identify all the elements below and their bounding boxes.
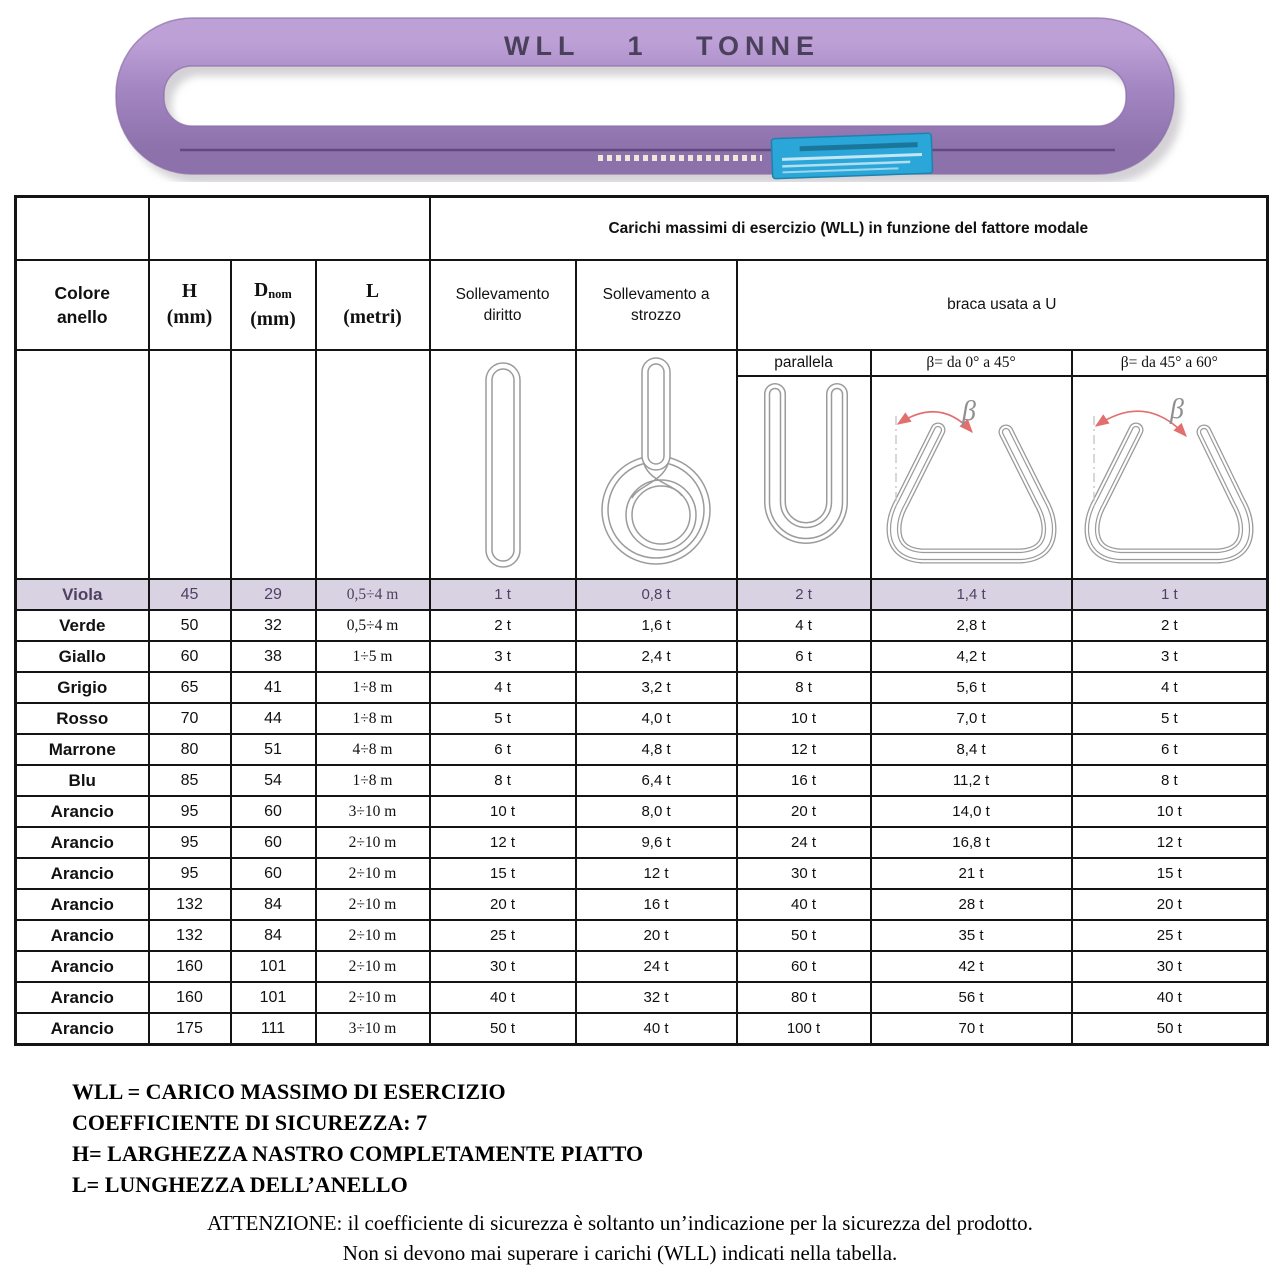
table-cell: 2÷10 m <box>316 827 430 858</box>
col-header-colore-anello: Colore anello <box>16 260 149 350</box>
table-cell: Giallo <box>16 641 149 672</box>
table-row <box>16 672 1268 703</box>
table-row <box>16 982 1268 1013</box>
table-cell: 6 t <box>430 734 576 765</box>
empty-cell <box>16 197 149 261</box>
table-row <box>16 951 1268 982</box>
col-header-sollevamento-diritto: Sollevamento diritto <box>430 260 576 350</box>
table-cell: 56 t <box>871 982 1072 1013</box>
straight-lift-sling-icon <box>430 350 576 579</box>
attention-line: Non si devono mai superare i carichi (WLL) indicati nella tabella. <box>342 1241 898 1265</box>
legend-line: H= LARGHEZZA NASTRO COMPLETAMENTE PIATTO <box>72 1141 644 1166</box>
table-cell: 1÷5 m <box>316 641 430 672</box>
empty-cell <box>316 350 430 579</box>
table-cell: 15 t <box>430 858 576 889</box>
table-cell: 40 t <box>1072 982 1268 1013</box>
table-cell: 12 t <box>576 858 737 889</box>
table-cell: 24 t <box>737 827 871 858</box>
table-cell: 8,0 t <box>576 796 737 827</box>
table-cell: Arancio <box>16 889 149 920</box>
table-cell: Arancio <box>16 982 149 1013</box>
table-cell: Arancio <box>16 1013 149 1045</box>
table-cell: 32 t <box>576 982 737 1013</box>
table-cell: 12 t <box>737 734 871 765</box>
table-cell: 10 t <box>430 796 576 827</box>
table-cell: 25 t <box>430 920 576 951</box>
table-row <box>16 1013 1268 1045</box>
table-cell: 160 <box>149 982 231 1013</box>
table-cell: Rosso <box>16 703 149 734</box>
table-cell: 50 t <box>1072 1013 1268 1045</box>
table-cell: 44 <box>231 703 316 734</box>
table-cell: 30 t <box>430 951 576 982</box>
table-cell: 20 t <box>576 920 737 951</box>
sling-label <box>771 133 932 179</box>
table-cell: 40 t <box>430 982 576 1013</box>
table-cell: 50 <box>149 610 231 641</box>
table-row <box>16 734 1268 765</box>
table-row <box>16 703 1268 734</box>
legend-line: COEFFICIENTE DI SICUREZZA: 7 <box>72 1110 428 1135</box>
table-cell: 101 <box>231 951 316 982</box>
table-cell: 3 t <box>1072 641 1268 672</box>
table-row <box>16 641 1268 672</box>
table-cell: 2÷10 m <box>316 920 430 951</box>
table-cell: 60 <box>231 858 316 889</box>
table-cell: 20 t <box>430 889 576 920</box>
table-cell: 6,4 t <box>576 765 737 796</box>
table-cell: 101 <box>231 982 316 1013</box>
table-cell: 24 t <box>576 951 737 982</box>
sling-wll-marking: WLL 1 TONNE <box>503 31 821 61</box>
table-cell: 45 <box>149 579 231 610</box>
col-header-sollevamento-strozzo: Sollevamento a strozzo <box>576 260 737 350</box>
u-angle-0-45-sling-icon <box>871 376 1072 579</box>
table-cell: 2÷10 m <box>316 858 430 889</box>
table-cell: 8 t <box>1072 765 1268 796</box>
table-cell: 6 t <box>1072 734 1268 765</box>
table-cell: 12 t <box>430 827 576 858</box>
table-cell: Verde <box>16 610 149 641</box>
table-cell: 16 t <box>576 889 737 920</box>
table-cell: 10 t <box>737 703 871 734</box>
table-cell: 42 t <box>871 951 1072 982</box>
table-cell: 100 t <box>737 1013 871 1045</box>
table-cell: Arancio <box>16 920 149 951</box>
table-cell: 1,6 t <box>576 610 737 641</box>
u-parallel-sling-icon <box>737 376 871 579</box>
beta-angle-label: β <box>1170 394 1185 425</box>
table-cell: 132 <box>149 920 231 951</box>
table-cell: 0,5÷4 m <box>316 579 430 610</box>
table-spanning-header: Carichi massimi di esercizio (WLL) in funzione del fattore modale <box>430 197 1268 261</box>
table-cell: Arancio <box>16 827 149 858</box>
table-cell: 38 <box>231 641 316 672</box>
subheader-beta-45-60: β= da 45° a 60° <box>1072 350 1268 376</box>
round-sling-image <box>0 0 1280 195</box>
table-cell: 4,2 t <box>871 641 1072 672</box>
table-cell: 30 t <box>1072 951 1268 982</box>
table-cell: 2 t <box>737 579 871 610</box>
table-cell: 2,4 t <box>576 641 737 672</box>
table-cell: 5,6 t <box>871 672 1072 703</box>
empty-cell <box>149 197 430 261</box>
empty-cell <box>16 350 149 579</box>
table-cell: 1÷8 m <box>316 672 430 703</box>
empty-cell <box>231 350 316 579</box>
beta-angle-label: β <box>961 396 976 427</box>
table-cell: 3 t <box>430 641 576 672</box>
table-cell: 2 t <box>430 610 576 641</box>
table-cell: 1÷8 m <box>316 765 430 796</box>
table-cell: 4 t <box>737 610 871 641</box>
table-cell: 16,8 t <box>871 827 1072 858</box>
table-cell: 95 <box>149 858 231 889</box>
table-cell: Blu <box>16 765 149 796</box>
legend-line: WLL = CARICO MASSIMO DI ESERCIZIO <box>72 1079 506 1104</box>
table-cell: 28 t <box>871 889 1072 920</box>
table-cell: 95 <box>149 796 231 827</box>
table-cell: 12 t <box>1072 827 1268 858</box>
table-cell: 2÷10 m <box>316 982 430 1013</box>
col-header-dnom: Dnom (mm) <box>231 260 316 350</box>
table-cell: 4,0 t <box>576 703 737 734</box>
table-cell: 1÷8 m <box>316 703 430 734</box>
table-cell: 41 <box>231 672 316 703</box>
table-cell: 50 t <box>430 1013 576 1045</box>
table-cell: 60 t <box>737 951 871 982</box>
table-cell: 2,8 t <box>871 610 1072 641</box>
attention-line: ATTENZIONE: il coefficiente di sicurezza è soltanto un’indicazione per la sicurezza del prodotto. <box>207 1211 1033 1235</box>
table-cell: 3,2 t <box>576 672 737 703</box>
table-cell: Marrone <box>16 734 149 765</box>
table-cell: 95 <box>149 827 231 858</box>
table-cell: 21 t <box>871 858 1072 889</box>
table-cell: 0,8 t <box>576 579 737 610</box>
table-cell: 1 t <box>1072 579 1268 610</box>
table-cell: 8,4 t <box>871 734 1072 765</box>
empty-cell <box>149 350 231 579</box>
table-cell: 54 <box>231 765 316 796</box>
col-header-braca-usata-a-u: braca usata a U <box>737 260 1268 350</box>
table-cell: 15 t <box>1072 858 1268 889</box>
attention-note <box>0 1208 1240 1268</box>
table-cell: 8 t <box>430 765 576 796</box>
table-cell: 2÷10 m <box>316 951 430 982</box>
table-cell: 85 <box>149 765 231 796</box>
table-cell: 175 <box>149 1013 231 1045</box>
wll-table <box>14 195 1269 1046</box>
table-row <box>16 765 1268 796</box>
table-cell: 16 t <box>737 765 871 796</box>
table-cell: 80 t <box>737 982 871 1013</box>
table-row <box>16 827 1268 858</box>
table-cell: 0,5÷4 m <box>316 610 430 641</box>
subheader-parallela: parallela <box>737 350 871 376</box>
table-cell: 40 t <box>576 1013 737 1045</box>
table-cell: 8 t <box>737 672 871 703</box>
table-cell: 60 <box>149 641 231 672</box>
legend <box>72 1076 1280 1200</box>
table-row <box>16 796 1268 827</box>
table-cell: 70 <box>149 703 231 734</box>
table-cell: 84 <box>231 889 316 920</box>
table-cell: 7,0 t <box>871 703 1072 734</box>
table-cell: 35 t <box>871 920 1072 951</box>
table-cell: 6 t <box>737 641 871 672</box>
table-cell: 60 <box>231 796 316 827</box>
table-row-highlighted <box>16 579 1268 610</box>
table-row <box>16 858 1268 889</box>
col-header-h: H (mm) <box>149 260 231 350</box>
table-cell: 2 t <box>1072 610 1268 641</box>
table-cell: Grigio <box>16 672 149 703</box>
table-cell: 32 <box>231 610 316 641</box>
table-cell: Arancio <box>16 951 149 982</box>
round-sling-photo <box>0 0 1280 195</box>
table-row <box>16 889 1268 920</box>
subheader-beta-0-45: β= da 0° a 45° <box>871 350 1072 376</box>
table-cell: 60 <box>231 827 316 858</box>
table-cell: Viola <box>16 579 149 610</box>
table-cell: 29 <box>231 579 316 610</box>
table-cell: 50 t <box>737 920 871 951</box>
table-cell: 11,2 t <box>871 765 1072 796</box>
col-header-l: L (metri) <box>316 260 430 350</box>
table-cell: 80 <box>149 734 231 765</box>
table-cell: 30 t <box>737 858 871 889</box>
u-angle-45-60-sling-icon <box>1072 376 1268 579</box>
table-cell: 14,0 t <box>871 796 1072 827</box>
table-cell: 20 t <box>1072 889 1268 920</box>
table-cell: 3÷10 m <box>316 796 430 827</box>
table-cell: 10 t <box>1072 796 1268 827</box>
table-cell: Arancio <box>16 796 149 827</box>
table-cell: 1 t <box>430 579 576 610</box>
table-row <box>16 920 1268 951</box>
table-cell: 4,8 t <box>576 734 737 765</box>
table-cell: 5 t <box>1072 703 1268 734</box>
table-cell: 70 t <box>871 1013 1072 1045</box>
table-cell: 51 <box>231 734 316 765</box>
table-cell: Arancio <box>16 858 149 889</box>
table-cell: 132 <box>149 889 231 920</box>
table-cell: 25 t <box>1072 920 1268 951</box>
table-cell: 9,6 t <box>576 827 737 858</box>
table-cell: 111 <box>231 1013 316 1045</box>
table-cell: 1,4 t <box>871 579 1072 610</box>
table-cell: 4 t <box>1072 672 1268 703</box>
table-cell: 2÷10 m <box>316 889 430 920</box>
table-row <box>16 610 1268 641</box>
table-cell: 3÷10 m <box>316 1013 430 1045</box>
table-cell: 4÷8 m <box>316 734 430 765</box>
choke-lift-sling-icon <box>576 350 737 579</box>
legend-line: L= LUNGHEZZA DELL’ANELLO <box>72 1172 408 1197</box>
table-cell: 84 <box>231 920 316 951</box>
table-cell: 5 t <box>430 703 576 734</box>
table-cell: 65 <box>149 672 231 703</box>
table-cell: 40 t <box>737 889 871 920</box>
table-cell: 20 t <box>737 796 871 827</box>
table-cell: 4 t <box>430 672 576 703</box>
table-cell: 160 <box>149 951 231 982</box>
